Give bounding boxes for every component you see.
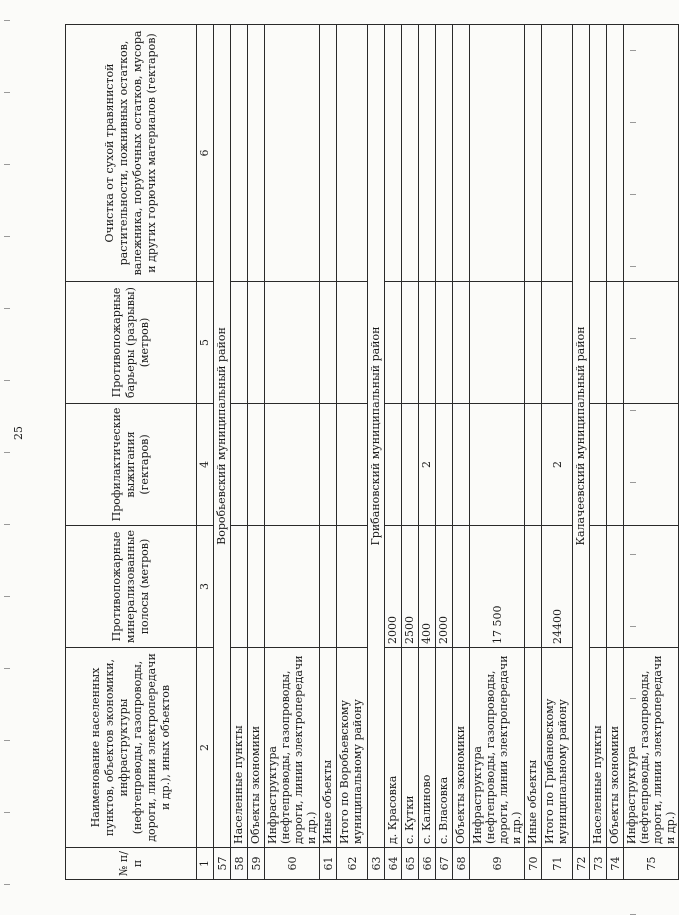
table-row xyxy=(265,25,320,880)
object-name: Инфраструктура (нефтепроводы, газопроводы, дороги, линии электропередачи и др.) xyxy=(470,648,525,848)
cleaning-hectares xyxy=(337,25,368,282)
object-name: Населенные пункты xyxy=(590,648,607,848)
strip-meters xyxy=(248,526,265,648)
row-number: 68 xyxy=(453,848,470,880)
burning-hectares xyxy=(320,404,337,526)
object-name: с. Власовка xyxy=(436,648,453,848)
row-number: 61 xyxy=(320,848,337,880)
row-number: 73 xyxy=(590,848,607,880)
cleaning-hectares xyxy=(385,25,402,282)
row-number: 64 xyxy=(385,848,402,880)
burning-hectares xyxy=(265,404,320,526)
strip-meters: 24400 xyxy=(542,526,573,648)
table-row xyxy=(419,25,436,880)
table-row xyxy=(525,25,542,880)
object-name: д. Красовка xyxy=(385,648,402,848)
cleaning-hectares xyxy=(624,25,679,282)
burning-hectares: 2 xyxy=(419,404,436,526)
header-cell: Противопожарные барьеры (разрывы) (метров) xyxy=(66,282,197,404)
strip-meters xyxy=(624,526,679,648)
column-number: 3 xyxy=(197,526,214,648)
row-number: 65 xyxy=(402,848,419,880)
row-number: 69 xyxy=(470,848,525,880)
barrier-meters xyxy=(385,282,402,404)
table-body xyxy=(214,25,679,880)
cleaning-hectares xyxy=(265,25,320,282)
row-number: 72 xyxy=(573,848,590,880)
burning-hectares xyxy=(231,404,248,526)
section-heading: Воробьевский муниципальный район xyxy=(214,25,231,848)
strip-meters xyxy=(590,526,607,648)
burning-hectares xyxy=(337,404,368,526)
table-row xyxy=(607,25,624,880)
table-row xyxy=(573,25,590,880)
barrier-meters xyxy=(624,282,679,404)
cleaning-hectares xyxy=(542,25,573,282)
cleaning-hectares xyxy=(590,25,607,282)
strip-meters xyxy=(525,526,542,648)
row-number: 60 xyxy=(265,848,320,880)
page-number: 25 xyxy=(12,426,25,440)
cleaning-hectares xyxy=(453,25,470,282)
header-cell: Очистка от сухой травянистой растительности, пожнивных остатков, валежника, порубочных остатков, мусора и других горючих материалов (гектаров) xyxy=(66,25,197,282)
barrier-meters xyxy=(525,282,542,404)
object-name: Объекты экономики xyxy=(248,648,265,848)
header-row xyxy=(66,25,197,880)
cleaning-hectares xyxy=(320,25,337,282)
barrier-meters xyxy=(248,282,265,404)
barrier-meters xyxy=(337,282,368,404)
strip-meters: 400 xyxy=(419,526,436,648)
row-number: 63 xyxy=(368,848,385,880)
object-name: Итого по Грибановскому муниципальному району xyxy=(542,648,573,848)
object-name: Объекты экономики xyxy=(453,648,470,848)
section-heading: Калачеевский муниципальный район xyxy=(573,25,590,848)
table-row xyxy=(624,25,679,880)
burning-hectares: 2 xyxy=(542,404,573,526)
row-number: 62 xyxy=(337,848,368,880)
table-row xyxy=(214,25,231,880)
strip-meters xyxy=(231,526,248,648)
table-row xyxy=(368,25,385,880)
column-number: 4 xyxy=(197,404,214,526)
table-row xyxy=(590,25,607,880)
header-cell: Профилактические выжигания (гектаров) xyxy=(66,404,197,526)
row-number: 75 xyxy=(624,848,679,880)
table-row xyxy=(542,25,573,880)
barrier-meters xyxy=(453,282,470,404)
cleaning-hectares xyxy=(607,25,624,282)
row-number: 59 xyxy=(248,848,265,880)
row-number: 66 xyxy=(419,848,436,880)
header-cell: № п/п xyxy=(66,848,197,880)
cleaning-hectares xyxy=(470,25,525,282)
strip-meters xyxy=(607,526,624,648)
column-number: 1 xyxy=(197,848,214,880)
burning-hectares xyxy=(453,404,470,526)
column-number: 5 xyxy=(197,282,214,404)
burning-hectares xyxy=(402,404,419,526)
cleaning-hectares xyxy=(402,25,419,282)
barrier-meters xyxy=(542,282,573,404)
strip-meters xyxy=(453,526,470,648)
row-number: 67 xyxy=(436,848,453,880)
cleaning-hectares xyxy=(419,25,436,282)
strip-meters: 2000 xyxy=(436,526,453,648)
section-heading: Грибановский муниципальный район xyxy=(368,25,385,848)
cleaning-hectares xyxy=(436,25,453,282)
object-name: Иные объекты xyxy=(320,648,337,848)
row-number: 70 xyxy=(525,848,542,880)
table-row xyxy=(402,25,419,880)
fire-prevention-table xyxy=(65,24,679,880)
barrier-meters xyxy=(436,282,453,404)
burning-hectares xyxy=(525,404,542,526)
row-number: 74 xyxy=(607,848,624,880)
barrier-meters xyxy=(320,282,337,404)
object-name: Населенные пункты xyxy=(231,648,248,848)
burning-hectares xyxy=(436,404,453,526)
header-cell: Противопожарные минерализованные полосы (метров) xyxy=(66,526,197,648)
cleaning-hectares xyxy=(248,25,265,282)
rotated-table-container xyxy=(65,25,677,880)
column-number: 6 xyxy=(197,25,214,282)
object-name: с. Калиново xyxy=(419,648,436,848)
row-number: 58 xyxy=(231,848,248,880)
header-cell: Наименование населенных пунктов, объектов экономики, инфраструктуры (нефтепроводы, газопроводы, дороги, линии электропередачи и др.), иных объектов xyxy=(66,648,197,848)
table-row xyxy=(320,25,337,880)
scan-edge-marks-left xyxy=(0,0,14,905)
cleaning-hectares xyxy=(231,25,248,282)
strip-meters: 2000 xyxy=(385,526,402,648)
strip-meters: 2500 xyxy=(402,526,419,648)
column-number-row xyxy=(197,25,214,880)
object-name: Итого по Воробьевскому муниципальному району xyxy=(337,648,368,848)
barrier-meters xyxy=(419,282,436,404)
strip-meters xyxy=(320,526,337,648)
cleaning-hectares xyxy=(525,25,542,282)
burning-hectares xyxy=(470,404,525,526)
strip-meters: 17 500 xyxy=(470,526,525,648)
object-name: Инфраструктура (нефтепроводы, газопроводы, дороги, линии электропередачи и др.) xyxy=(265,648,320,848)
object-name: с. Кутки xyxy=(402,648,419,848)
table-row xyxy=(385,25,402,880)
table-row xyxy=(231,25,248,880)
barrier-meters xyxy=(402,282,419,404)
barrier-meters xyxy=(265,282,320,404)
object-name: Иные объекты xyxy=(525,648,542,848)
table-row xyxy=(453,25,470,880)
object-name: Объекты экономики xyxy=(607,648,624,848)
row-number: 71 xyxy=(542,848,573,880)
table-row xyxy=(436,25,453,880)
table-row xyxy=(337,25,368,880)
strip-meters xyxy=(265,526,320,648)
barrier-meters xyxy=(231,282,248,404)
column-number: 2 xyxy=(197,648,214,848)
burning-hectares xyxy=(385,404,402,526)
burning-hectares xyxy=(590,404,607,526)
table-row xyxy=(248,25,265,880)
row-number: 57 xyxy=(214,848,231,880)
burning-hectares xyxy=(624,404,679,526)
barrier-meters xyxy=(607,282,624,404)
barrier-meters xyxy=(470,282,525,404)
barrier-meters xyxy=(590,282,607,404)
strip-meters xyxy=(337,526,368,648)
object-name: Инфраструктура (нефтепроводы, газопроводы, дороги, линии электропередачи и др.) xyxy=(624,648,679,848)
burning-hectares xyxy=(248,404,265,526)
table-row xyxy=(470,25,525,880)
burning-hectares xyxy=(607,404,624,526)
